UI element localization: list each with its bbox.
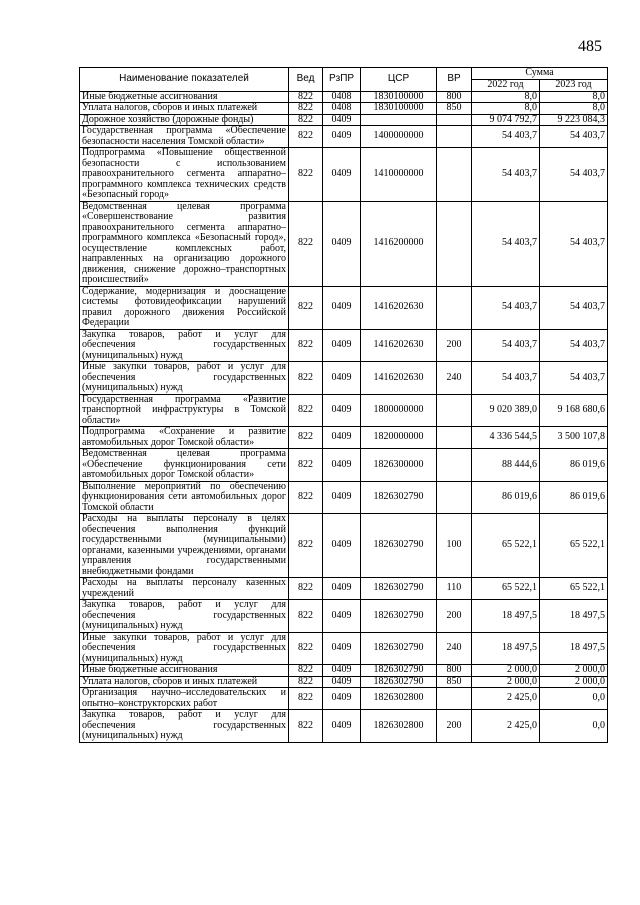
row-sum-2022: 8,0: [472, 91, 540, 103]
row-ved: 822: [289, 427, 323, 449]
header-name: Наименование показателей: [80, 68, 289, 92]
row-sum-2023: 0,0: [540, 710, 608, 743]
row-ved: 822: [289, 600, 323, 633]
row-csr: 1826300000: [361, 449, 437, 482]
row-name: Закупка товаров, работ и услуг для обеспечения государственных (муниципальных) нужд: [80, 329, 289, 362]
row-csr: 1400000000: [361, 126, 437, 148]
row-ved: 822: [289, 676, 323, 688]
row-ved: 822: [289, 329, 323, 362]
row-csr: 1410000000: [361, 148, 437, 202]
row-rzpr: 0409: [323, 449, 361, 482]
row-csr: [361, 114, 437, 126]
row-rzpr: 0408: [323, 91, 361, 103]
row-sum-2022: 54 403,7: [472, 329, 540, 362]
row-csr: 1830100000: [361, 103, 437, 115]
row-sum-2022: 86 019,6: [472, 481, 540, 514]
row-csr: 1800000000: [361, 394, 437, 427]
row-sum-2022: 54 403,7: [472, 148, 540, 202]
table-row: [80, 665, 608, 677]
header-sum: Сумма: [472, 68, 608, 80]
row-name: Подпрограмма «Сохранение и развитие автомобильных дорог Томской области»: [80, 427, 289, 449]
row-vr: 200: [437, 710, 472, 743]
row-sum-2022: 54 403,7: [472, 126, 540, 148]
row-rzpr: 0409: [323, 514, 361, 578]
table-row: [80, 329, 608, 362]
row-ved: 822: [289, 362, 323, 395]
budget-table: [79, 67, 608, 743]
table-row: [80, 114, 608, 126]
row-sum-2022: 88 444,6: [472, 449, 540, 482]
row-sum-2022: 2 425,0: [472, 688, 540, 710]
row-vr: 800: [437, 91, 472, 103]
row-rzpr: 0409: [323, 286, 361, 329]
row-vr: 850: [437, 676, 472, 688]
row-sum-2022: 18 497,5: [472, 600, 540, 633]
row-vr: 850: [437, 103, 472, 115]
row-ved: 822: [289, 449, 323, 482]
row-vr: 240: [437, 362, 472, 395]
table-row: [80, 91, 608, 103]
row-sum-2023: 18 497,5: [540, 600, 608, 633]
page-number: 485: [578, 38, 602, 55]
row-name: Расходы на выплаты персоналу казенных учреждений: [80, 578, 289, 600]
table-row: [80, 201, 608, 286]
row-sum-2023: 0,0: [540, 688, 608, 710]
row-sum-2022: 2 000,0: [472, 676, 540, 688]
table-row: [80, 449, 608, 482]
row-vr: [437, 286, 472, 329]
row-sum-2023: 9 168 680,6: [540, 394, 608, 427]
table-row: [80, 103, 608, 115]
row-sum-2022: 9 020 389,0: [472, 394, 540, 427]
row-vr: [437, 126, 472, 148]
row-sum-2022: 65 522,1: [472, 578, 540, 600]
table-row: [80, 481, 608, 514]
row-sum-2023: 86 019,6: [540, 481, 608, 514]
row-name: Закупка товаров, работ и услуг для обеспечения государственных (муниципальных) нужд: [80, 600, 289, 633]
row-ved: 822: [289, 481, 323, 514]
table-row: [80, 286, 608, 329]
row-sum-2023: 54 403,7: [540, 362, 608, 395]
table-row: [80, 126, 608, 148]
row-csr: 1826302790: [361, 676, 437, 688]
row-name: Иные бюджетные ассигнования: [80, 665, 289, 677]
header-csr: ЦСР: [361, 68, 437, 92]
row-rzpr: 0409: [323, 329, 361, 362]
row-sum-2023: 8,0: [540, 103, 608, 115]
row-vr: [437, 449, 472, 482]
row-csr: 1826302800: [361, 710, 437, 743]
row-vr: 100: [437, 514, 472, 578]
row-sum-2023: 86 019,6: [540, 449, 608, 482]
row-ved: 822: [289, 286, 323, 329]
row-vr: 240: [437, 632, 472, 665]
row-name: Государственная программа «Развитие транспортной инфраструктуры в Томской области»: [80, 394, 289, 427]
row-ved: 822: [289, 514, 323, 578]
row-name: Дорожное хозяйство (дорожные фонды): [80, 114, 289, 126]
row-rzpr: 0409: [323, 148, 361, 202]
row-sum-2023: 8,0: [540, 91, 608, 103]
row-sum-2022: 65 522,1: [472, 514, 540, 578]
row-rzpr: 0409: [323, 688, 361, 710]
row-rzpr: 0409: [323, 676, 361, 688]
row-rzpr: 0409: [323, 114, 361, 126]
row-name: Расходы на выплаты персоналу в целях обеспечения выполнения функций государственными (муниципальными) органами, казенными учреждениями, органами управления государственными внебюджетными фондами: [80, 514, 289, 578]
row-sum-2023: 3 500 107,8: [540, 427, 608, 449]
row-sum-2022: 54 403,7: [472, 362, 540, 395]
table-row: [80, 632, 608, 665]
row-rzpr: 0409: [323, 665, 361, 677]
row-name: Ведомственная целевая программа «Обеспечение функционирования сети автомобильных дорог Томской области»: [80, 449, 289, 482]
row-name: Выполнение мероприятий по обеспечению функционирования сети автомобильных дорог Томской области: [80, 481, 289, 514]
table-row: [80, 688, 608, 710]
row-name: Государственная программа «Обеспечение безопасности населения Томской области»: [80, 126, 289, 148]
table-row: [80, 710, 608, 743]
row-rzpr: 0409: [323, 427, 361, 449]
row-vr: [437, 148, 472, 202]
row-sum-2022: 9 074 792,7: [472, 114, 540, 126]
row-vr: [437, 114, 472, 126]
row-ved: 822: [289, 394, 323, 427]
row-rzpr: 0408: [323, 103, 361, 115]
row-vr: [437, 481, 472, 514]
row-name: Организация научно–исследовательских и опытно–конструкторских работ: [80, 688, 289, 710]
row-vr: 200: [437, 329, 472, 362]
table-row: [80, 148, 608, 202]
row-csr: 1826302800: [361, 688, 437, 710]
row-sum-2022: 4 336 544,5: [472, 427, 540, 449]
header-year-2022: 2022 год: [472, 80, 540, 92]
row-name: Уплата налогов, сборов и иных платежей: [80, 103, 289, 115]
row-vr: [437, 427, 472, 449]
row-rzpr: 0409: [323, 578, 361, 600]
row-csr: 1416202630: [361, 286, 437, 329]
row-sum-2022: 8,0: [472, 103, 540, 115]
row-csr: 1826302790: [361, 632, 437, 665]
row-name: Ведомственная целевая программа «Совершенствование развития правоохранительного сегмента аппаратно–программного комплекса «Безопасный город», осуществление комплексных работ, направленных на организацию дорожного движения, снижение дорожно–транспортных происшествий»: [80, 201, 289, 286]
row-rzpr: 0409: [323, 201, 361, 286]
row-csr: 1820000000: [361, 427, 437, 449]
row-ved: 822: [289, 126, 323, 148]
row-csr: 1416202630: [361, 362, 437, 395]
row-sum-2023: 54 403,7: [540, 286, 608, 329]
row-csr: 1826302790: [361, 600, 437, 633]
table-row: [80, 362, 608, 395]
row-sum-2023: 9 223 084,3: [540, 114, 608, 126]
row-sum-2023: 18 497,5: [540, 632, 608, 665]
table-row: [80, 578, 608, 600]
row-name: Иные закупки товаров, работ и услуг для обеспечения государственных (муниципальных) нужд: [80, 632, 289, 665]
table-row: [80, 514, 608, 578]
row-vr: 800: [437, 665, 472, 677]
row-sum-2022: 2 000,0: [472, 665, 540, 677]
row-name: Иные бюджетные ассигнования: [80, 91, 289, 103]
row-ved: 822: [289, 148, 323, 202]
row-sum-2022: 2 425,0: [472, 710, 540, 743]
row-sum-2023: 65 522,1: [540, 578, 608, 600]
header-ved: Вед: [289, 68, 323, 92]
header-rzpr: РзПР: [323, 68, 361, 92]
row-vr: 200: [437, 600, 472, 633]
row-sum-2022: 54 403,7: [472, 201, 540, 286]
row-vr: [437, 201, 472, 286]
row-sum-2023: 65 522,1: [540, 514, 608, 578]
row-rzpr: 0409: [323, 481, 361, 514]
table-row: [80, 600, 608, 633]
row-vr: 110: [437, 578, 472, 600]
row-ved: 822: [289, 201, 323, 286]
row-ved: 822: [289, 114, 323, 126]
table-body: [80, 91, 608, 742]
row-vr: [437, 688, 472, 710]
row-ved: 822: [289, 103, 323, 115]
row-csr: 1826302790: [361, 665, 437, 677]
row-ved: 822: [289, 578, 323, 600]
row-sum-2023: 54 403,7: [540, 201, 608, 286]
row-sum-2023: 54 403,7: [540, 126, 608, 148]
row-csr: 1826302790: [361, 578, 437, 600]
row-ved: 822: [289, 632, 323, 665]
row-rzpr: 0409: [323, 362, 361, 395]
row-vr: [437, 394, 472, 427]
row-name: Содержание, модернизация и дооснащение системы фотовидеофиксации нарушений правил дорожного движения Российской Федерации: [80, 286, 289, 329]
row-name: Иные закупки товаров, работ и услуг для обеспечения государственных (муниципальных) нужд: [80, 362, 289, 395]
row-csr: 1826302790: [361, 481, 437, 514]
row-name: Уплата налогов, сборов и иных платежей: [80, 676, 289, 688]
row-csr: 1826302790: [361, 514, 437, 578]
row-sum-2022: 18 497,5: [472, 632, 540, 665]
row-csr: 1416202630: [361, 329, 437, 362]
row-rzpr: 0409: [323, 710, 361, 743]
row-csr: 1830100000: [361, 91, 437, 103]
header-vr: ВР: [437, 68, 472, 92]
row-sum-2023: 54 403,7: [540, 148, 608, 202]
row-rzpr: 0409: [323, 600, 361, 633]
row-sum-2022: 54 403,7: [472, 286, 540, 329]
row-rzpr: 0409: [323, 632, 361, 665]
row-ved: 822: [289, 665, 323, 677]
row-sum-2023: 54 403,7: [540, 329, 608, 362]
table-row: [80, 394, 608, 427]
row-ved: 822: [289, 688, 323, 710]
row-ved: 822: [289, 91, 323, 103]
table-row: [80, 427, 608, 449]
row-name: Закупка товаров, работ и услуг для обеспечения государственных (муниципальных) нужд: [80, 710, 289, 743]
row-name: Подпрограмма «Повышение общественной безопасности с использованием правоохранительного сегмента аппаратно–программного комплекса технических средств «Безопасный город»: [80, 148, 289, 202]
row-ved: 822: [289, 710, 323, 743]
row-rzpr: 0409: [323, 126, 361, 148]
row-sum-2023: 2 000,0: [540, 676, 608, 688]
header-year-2023: 2023 год: [540, 80, 608, 92]
row-sum-2023: 2 000,0: [540, 665, 608, 677]
row-csr: 1416200000: [361, 201, 437, 286]
row-rzpr: 0409: [323, 394, 361, 427]
table-row: [80, 676, 608, 688]
